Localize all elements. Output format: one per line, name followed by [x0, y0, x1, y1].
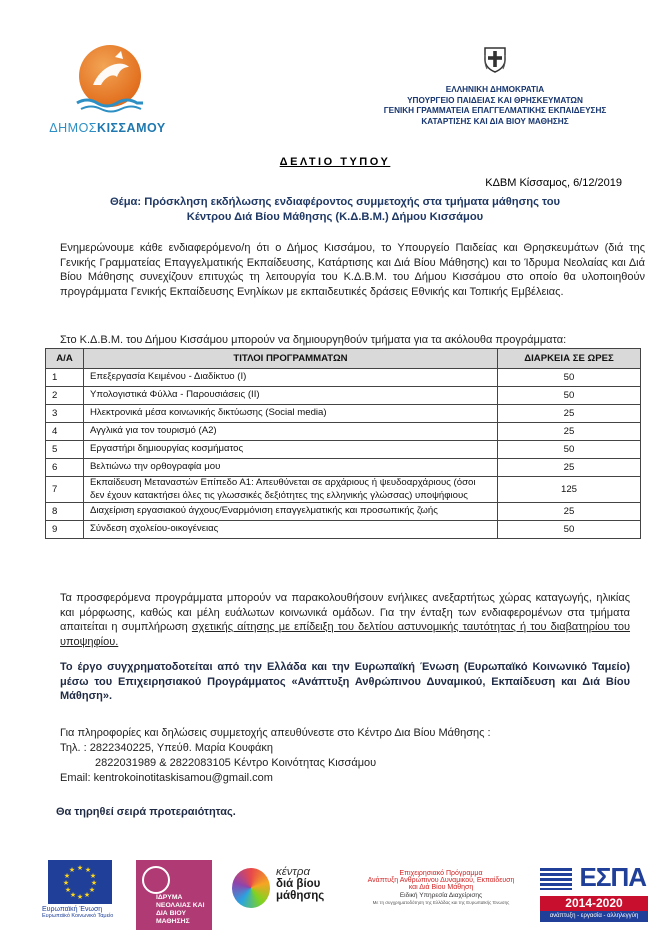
table-row	[46, 477, 641, 503]
programs-table	[45, 348, 641, 539]
row-title: Αγγλικά για τον τουρισμό (A2)	[84, 423, 498, 441]
table-row	[46, 441, 641, 459]
row-hours: 25	[498, 503, 641, 521]
eu-caption: Ευρωπαϊκή Ένωση	[42, 906, 103, 913]
row-num: 4	[46, 423, 84, 441]
eu-flag-icon	[48, 860, 112, 904]
contact-email: Email: kentrokoinotitaskisamou@gmail.com	[60, 772, 273, 784]
programs-intro: Στο Κ.Δ.Β.Μ. του Δήμου Κισσάμου μπορούν να δημιουργηθούν τμήματα για τα ακόλουθα προγράμματα:	[60, 334, 567, 346]
subject-line: Θέμα: Πρόσκληση εκδήλωσης ενδιαφέροντος συμμετοχής στα τμήματα μάθησης του	[109, 196, 561, 208]
ministry-header	[340, 85, 650, 127]
date-line: ΚΔΒΜ Κίσσαμος, 6/12/2019	[485, 177, 622, 189]
greek-flag-icon	[540, 868, 572, 890]
svg-text:★: ★	[76, 893, 84, 901]
row-hours: 125	[498, 477, 641, 503]
lifelong-learning-text: κέντρα διά βίου μάθησης	[276, 866, 325, 902]
svg-text:★: ★	[76, 864, 84, 872]
contact-intro: Για πληροφορίες και δηλώσεις συμμετοχής απευθύνεστε στο Κέντρο Δια Βίου Μάθησης :	[60, 727, 491, 739]
svg-text:★: ★	[69, 891, 77, 899]
svg-text:★: ★	[89, 872, 97, 880]
eu-subcaption: Ευρωπαϊκό Κοινωνικό Ταμείο	[42, 913, 114, 919]
svg-text:★: ★	[62, 879, 70, 887]
contact-phone: 2822031989 & 2822083105 Κέντρο Κοινότητας Κισσάμου	[95, 757, 377, 769]
eu-logo	[42, 860, 130, 919]
header-title: ΤΙΤΛΟΙ ΠΡΟΓΡΑΜΜΑΤΩΝ	[84, 349, 498, 369]
table-header-row	[46, 349, 641, 369]
row-title: Επεξεργασία Κειμένου - Διαδίκτυο (I)	[84, 369, 498, 387]
row-num: 7	[46, 477, 84, 503]
espa-word: ΕΣΠΑ	[579, 862, 646, 892]
table-row	[46, 369, 641, 387]
youth-foundation-logo	[136, 860, 212, 930]
op-name: Ανάπτυξη Ανθρώπινου Δυναμικού, Εκπαίδευση και Διά Βίου Μάθηση	[367, 877, 515, 891]
row-hours: 25	[498, 459, 641, 477]
ministry-line: ΚΑΤΑΡΤΙΣΗΣ ΚΑΙ ΔΙΑ ΒΙΟΥ ΜΑΘΗΣΗΣ	[421, 116, 569, 126]
espa-years: 2014-2020	[540, 896, 648, 911]
svg-text:★: ★	[84, 866, 92, 874]
espa-logo	[540, 860, 648, 924]
row-hours: 25	[498, 405, 641, 423]
contact-block	[60, 726, 640, 786]
table-row	[46, 387, 641, 405]
row-title: Εργαστήρι δημιουργίας κοσμήματος	[84, 441, 498, 459]
row-hours: 50	[498, 369, 641, 387]
espa-slogan: ανάπτυξη - εργασία - αλληλεγγύη	[540, 911, 648, 922]
op-title: Επιχειρησιακό Πρόγραμμα	[399, 870, 483, 877]
table-row	[46, 521, 641, 539]
row-num: 1	[46, 369, 84, 387]
row-num: 6	[46, 459, 84, 477]
row-num: 5	[46, 441, 84, 459]
operational-programme-logo	[366, 870, 516, 905]
row-title: Διαχείριση εργασιακού άγχους/Εναρμόνιση επαγγελματικής και προσωπικής ζωής	[84, 503, 498, 521]
svg-text:★: ★	[68, 866, 76, 874]
row-title: Ηλεκτρονικά μέσα κοινωνικής δικτύωσης (Social media)	[84, 405, 498, 423]
row-title: Υπολογιστικά Φύλλα - Παρουσιάσεις (II)	[84, 387, 498, 405]
op-authority: Ειδική Υπηρεσία Διαχείρισης	[399, 892, 483, 899]
funding-paragraph: Το έργο συγχρηματοδοτείται από την Ελλάδα και την Ευρωπαϊκή Ένωση (Ευρωπαϊκό Κοινωνικό Ταμείο) μέσω του Επιχειρησιακού Προγράμματος «Ανάπτυξη Ανθρώπινου Δυναμικού, Εκπαίδευση και Διά Βίου Μάθηση».	[60, 661, 630, 703]
municipality-logo	[45, 35, 170, 145]
svg-text:★: ★	[90, 879, 98, 887]
op-funding: Με τη συγχρηματοδότηση της Ελλάδας και της Ευρωπαϊκής Ένωσης	[372, 900, 510, 905]
row-num: 8	[46, 503, 84, 521]
document-title: ΔΕΛΤΙΟ ΤΥΠΟΥ	[279, 156, 391, 168]
row-num: 3	[46, 405, 84, 423]
subject-line: Κέντρου Διά Βίου Μάθησης (Κ.Δ.Β.Μ.) Δήμου Κισσάμου	[186, 211, 484, 223]
municipality-name: ΔΗΜΟΣΚΙΣΣΑΜΟΥ	[49, 121, 166, 135]
tree-icon	[232, 868, 270, 908]
youth-foundation-name: ΙΔΡΥΜΑ ΝΕΟΛΑΙΑΣ ΚΑΙ ΔΙΑ ΒΙΟΥ ΜΑΘΗΣΗΣ	[156, 894, 205, 925]
greek-coat-of-arms-icon	[481, 45, 509, 73]
row-title: Βελτιώνω την ορθογραφία μου	[84, 459, 498, 477]
ministry-line: ΓΕΝΙΚΗ ΓΡΑΜΜΑΤΕΙΑ ΕΠΑΓΓΕΛΜΑΤΙΚΗΣ ΕΚΠΑΙΔΕΥΣΗΣ	[383, 106, 607, 115]
intro-paragraph: Ενημερώνουμε κάθε ενδιαφερόμενο/η ότι ο Δήμος Κισσάμου, το Υπουργείο Παιδείας και Θρησκευμάτων (διά της Γενικής Γραμματείας Επαγγελματικής Εκπαίδευσης, Κατάρτισης και Διά Βίου Μάθησης) και το Ίδρυμα Νεολαίας και Διά Βίου Μάθησης συνεχίζουν επιτυχώς τη λειτουργία του Κ.Δ.Β.Μ. του Δήμου Κισσάμου στο οποίο θα υλοποιηθούν προγράμματα Γενικής Εκπαίδευσης Ενηλίκων με εκπαιδευτικές δράσεις Εθνικής και Τοπικής Εμβέλειας.	[60, 242, 645, 298]
row-title: Εκπαίδευση Μεταναστών Επίπεδο Α1: Απευθύνεται σε αρχάριους ή ψευδοαρχάριους (όσοι δεν έχουν κατακτήσει όλες τις γλωσσικές δεξιότητες της ελληνικής γλώσσας) υποψήφιους	[84, 477, 498, 503]
circle-icon	[142, 866, 170, 894]
row-hours: 50	[498, 387, 641, 405]
priority-note: Θα τηρηθεί σειρά προτεραιότητας.	[56, 806, 236, 818]
row-num: 2	[46, 387, 84, 405]
svg-text:★: ★	[63, 872, 71, 880]
svg-text:★: ★	[64, 886, 72, 894]
table-row	[46, 459, 641, 477]
header-duration: ΔΙΑΡΚΕΙΑ ΣΕ ΩΡΕΣ	[498, 349, 641, 369]
table-row	[46, 503, 641, 521]
svg-text:★: ★	[83, 891, 91, 899]
table-row	[46, 423, 641, 441]
ministry-line: ΕΛΛΗΝΙΚΗ ΔΗΜΟΚΡΑΤΙΑ	[445, 85, 545, 94]
header-num: Α/Α	[46, 349, 84, 369]
contact-phone: Τηλ. : 2822340225, Υπεύθ. Μαρία Κουφάκη	[60, 742, 274, 754]
row-hours: 50	[498, 521, 641, 539]
row-hours: 25	[498, 423, 641, 441]
ministry-line: ΥΠΟΥΡΓΕΙΟ ΠΑΙΔΕΙΑΣ ΚΑΙ ΘΡΗΣΚΕΥΜΑΤΩΝ	[407, 95, 583, 105]
svg-text:★: ★	[88, 886, 96, 894]
lifelong-learning-logo	[232, 860, 342, 920]
row-title: Σύνδεση σχολείου-οικογένειας	[84, 521, 498, 539]
eligibility-text: Τα προσφερόμενα προγράμματα μπορούν να παρακολουθήσουν ενήλικες ανεξαρτήτως χώρας καταγωγής, ηλικίας και μόρφωσης, καθώς και μέλη ευάλωτων κοινωνικά ομάδων. Για την ένταξη των ενδιαφερομένων στα τμήματα απαιτείται η συμπλήρωση	[60, 592, 630, 634]
eligibility-paragraph	[60, 591, 630, 649]
row-hours: 50	[498, 441, 641, 459]
table-row	[46, 405, 641, 423]
wave-icon	[75, 95, 145, 113]
row-num: 9	[46, 521, 84, 539]
eligibility-requirement: σχετικής αίτησης με επίδειξη του δελτίου αστυνομικής ταυτότητας ή του διαβατηρίου του υποψηφίου.	[60, 621, 631, 648]
subject	[60, 195, 610, 225]
